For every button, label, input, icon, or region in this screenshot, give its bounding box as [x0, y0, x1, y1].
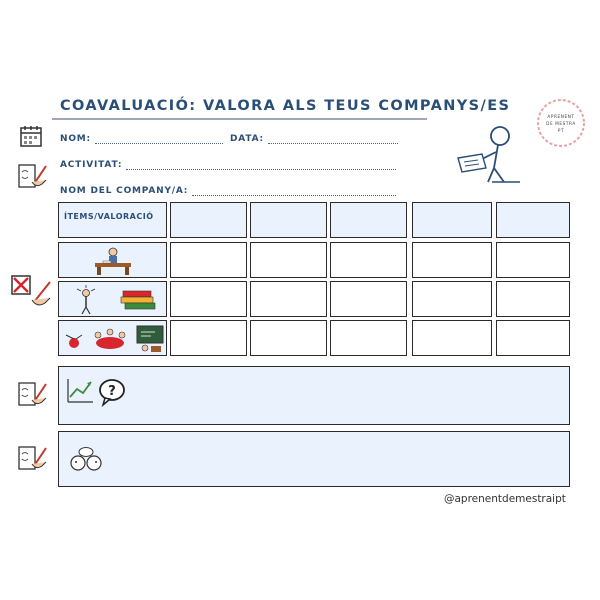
- classroom-board-icon: [135, 324, 165, 354]
- name-label: NOM:: [60, 134, 91, 144]
- calendar-icon: [18, 125, 44, 151]
- rating-cell[interactable]: [496, 242, 570, 278]
- svg-text:PT: PT: [557, 128, 565, 133]
- progress-chart-icon: [65, 377, 95, 405]
- rating-cell[interactable]: [250, 281, 327, 317]
- rating-header-cell[interactable]: [412, 202, 492, 238]
- rating-cell[interactable]: [250, 320, 327, 356]
- rating-cell[interactable]: [330, 320, 407, 356]
- items-header-label: ÍTEMS/VALORACIÓ: [64, 212, 154, 221]
- books-icon: [119, 287, 159, 313]
- rating-header-cell[interactable]: [250, 202, 327, 238]
- rating-header-cell[interactable]: [170, 202, 247, 238]
- improvement-comment-box[interactable]: [58, 366, 570, 425]
- rating-cell[interactable]: [170, 320, 247, 356]
- rating-cell[interactable]: [496, 320, 570, 356]
- rating-cell[interactable]: [250, 242, 327, 278]
- write-on-paper-icon: [16, 442, 50, 474]
- rating-cell[interactable]: [496, 281, 570, 317]
- partner-name-field[interactable]: [60, 186, 396, 196]
- write-on-paper-icon: [16, 378, 50, 410]
- date-field[interactable]: [230, 134, 398, 144]
- grid-header-cell: [58, 202, 167, 238]
- reflection-comment-box[interactable]: [58, 431, 570, 487]
- thinking-heads-icon: [67, 446, 105, 474]
- author-handle: @aprenentdemestraipt: [444, 493, 566, 505]
- rating-cell[interactable]: [412, 320, 492, 356]
- item-cell-desk-work: [58, 242, 167, 278]
- partner-name-label: NOM DEL COMPANY/A:: [60, 186, 189, 196]
- teamwork-icon: [62, 325, 132, 353]
- desk-work-icon: [89, 246, 137, 276]
- name-field[interactable]: [60, 134, 223, 144]
- write-on-paper-icon: [16, 160, 50, 192]
- student-writing-illustration: [452, 120, 522, 188]
- rating-header-cell[interactable]: [496, 202, 570, 238]
- title-underline: [52, 118, 427, 120]
- item-cell-idea-books: [58, 281, 167, 317]
- question-bubble-icon: [97, 377, 127, 407]
- cross-checkbox-icon: [10, 272, 54, 312]
- date-label: DATA:: [230, 134, 264, 144]
- rating-cell[interactable]: [170, 281, 247, 317]
- activity-label: ACTIVITAT:: [60, 160, 123, 170]
- svg-text:?: ?: [108, 384, 116, 399]
- rating-cell[interactable]: [412, 242, 492, 278]
- item-cell-teamwork: [58, 320, 167, 356]
- svg-text:APRENENT: APRENENT: [547, 114, 575, 119]
- rating-cell[interactable]: [330, 281, 407, 317]
- brand-logo: [534, 96, 588, 150]
- activity-field[interactable]: [60, 160, 396, 170]
- page-title: COAVALUACIÓ: VALORA ALS TEUS COMPANYS/ES: [60, 98, 511, 114]
- rating-header-cell[interactable]: [330, 202, 407, 238]
- rating-cell[interactable]: [412, 281, 492, 317]
- idea-person-icon: [73, 285, 99, 315]
- svg-text:DE MESTRA: DE MESTRA: [546, 121, 576, 126]
- rating-cell[interactable]: [330, 242, 407, 278]
- rating-cell[interactable]: [170, 242, 247, 278]
